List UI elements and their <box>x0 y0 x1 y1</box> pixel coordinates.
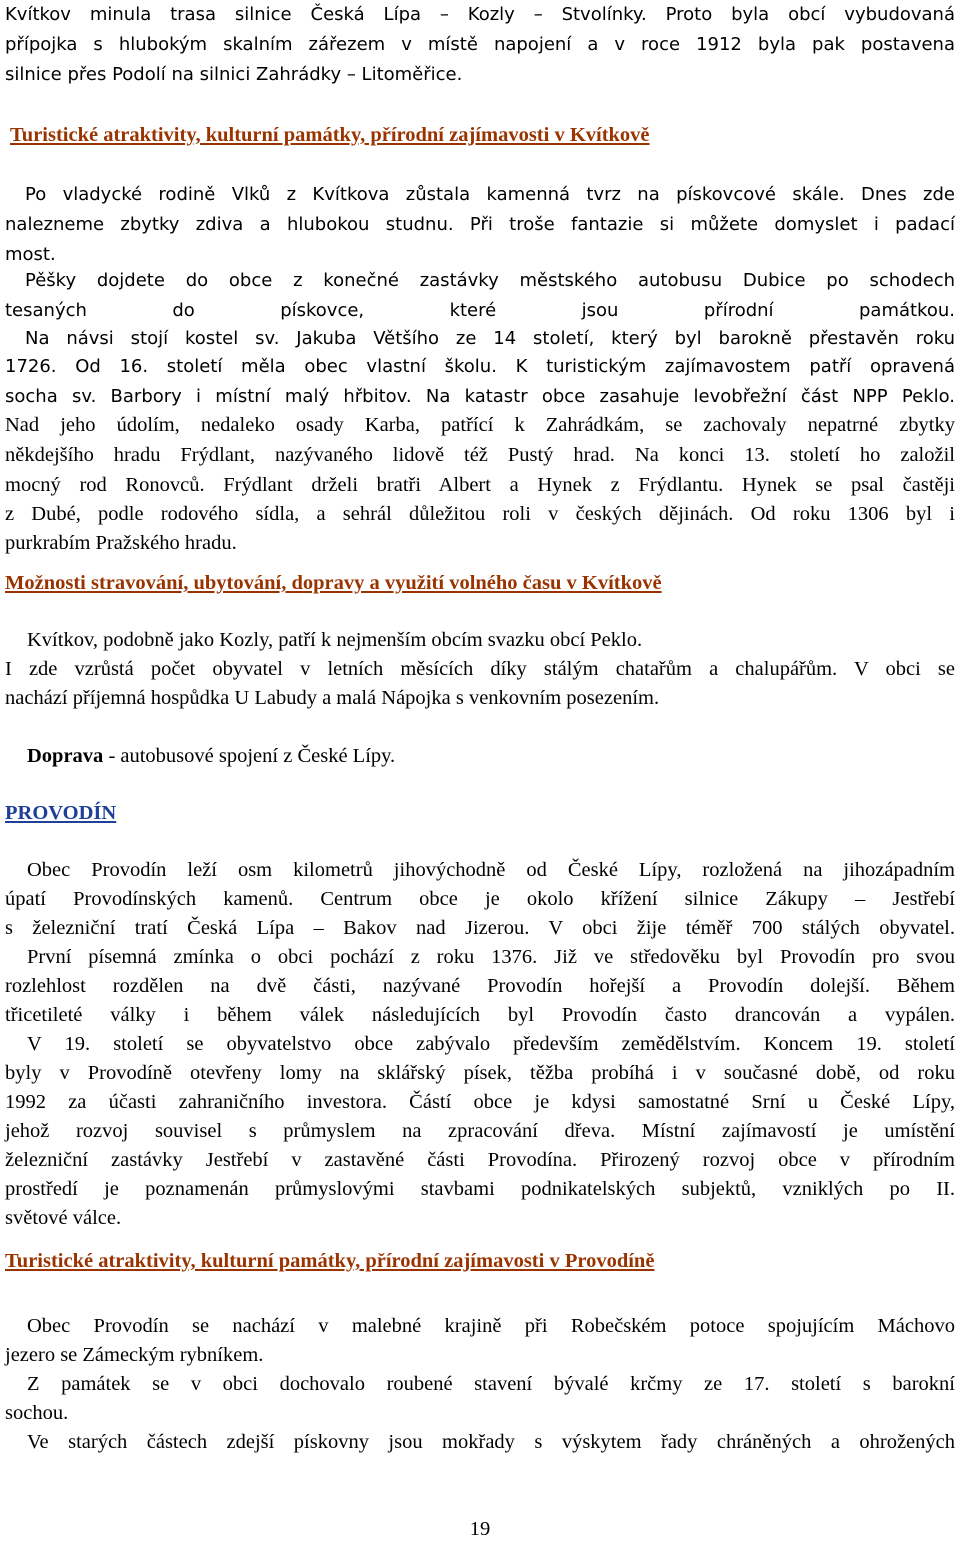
transport-line <box>5 741 960 771</box>
document-page <box>5 0 955 1544</box>
kvitkov-attractions-line-5: tesaných do pískovce, které jsou přírodní památkou. <box>5 300 955 321</box>
provodin-line-11: železniční zastávky Jestřebí v zastavěné části Provodína. Přirozený rozvoj obce v přírodním <box>5 1149 955 1171</box>
kvitkov-attractions-line-9: Nad jeho údolím, nedaleko osady Karba, patřící k Zahrádkám, se zachovaly nepatrné zbytky <box>5 414 955 436</box>
provodin-line-10: jehož rozvoj souvisel s průmyslem na zpracování dřeva. Místní zajímavostí je umístění <box>5 1120 955 1142</box>
provodin-attractions-line-5: Ve starých částech zdejší pískovny jsou mokřady s výskytem řady chráněných a ohrožených <box>27 1431 955 1453</box>
intro-line-3: silnice přes Podolí na silnici Zahrádky – Litoměřice. <box>5 64 463 85</box>
provodin-line-5: rozlehlost rozdělen na dvě části, nazývané Provodín hořejší a Provodín dolejší. Během <box>5 975 955 997</box>
kvitkov-services-heading: Možnosti stravování, ubytování, dopravy a využití volného času v Kvítkově <box>5 572 662 594</box>
transport-text: - autobusové spojení z České Lípy. <box>103 745 396 767</box>
provodin-line-1: Obec Provodín leží osm kilometrů jihovýchodně od České Lípy, rozložená na jihozápadním <box>27 859 955 881</box>
kvitkov-services-line-3: nachází příjemná hospůdka U Labudy a malá Nápojka s venkovním posezením. <box>5 687 660 709</box>
provodin-heading: PROVODÍN <box>5 802 117 824</box>
kvitkov-services-line-1: Kvítkov, podobně jako Kozly, patří k nejmenším obcím svazku obcí Peklo. <box>27 629 643 651</box>
kvitkov-attractions-line-7: 1726. Od 16. století měla obec vlastní školu. K turistickým zajímavostem patří opravená <box>5 356 955 377</box>
kvitkov-attractions-line-1: Po vladycké rodině Vlků z Kvítkova zůstala kamenná tvrz na pískovcové skále. Dnes zde <box>25 184 955 205</box>
transport-label: Doprava <box>27 745 104 767</box>
provodin-line-4: První písemná zmínka o obci pochází z roku 1376. Již ve středověku byl Provodín pro svou <box>27 946 955 968</box>
kvitkov-attractions-line-6: Na návsi stojí kostel sv. Jakuba Většího ze 14 století, který byl barokně přestavěn roku <box>25 328 955 349</box>
page-number: 19 <box>469 1518 491 1540</box>
provodin-line-12: prostředí je poznamenán průmyslovými stavbami podnikatelských subjektů, vzniklých po II. <box>5 1178 955 1200</box>
provodin-line-2: úpatí Provodínských kamenů. Centrum obce je okolo křížení silnice Zákupy – Jestřebí <box>5 888 955 910</box>
provodin-line-6: třicetileté války i během válek následujících byl Provodín často drancován a vypálen. <box>5 1004 955 1026</box>
provodin-line-9: 1992 za účasti zahraničního investora. Částí obce je kdysi samostatné Srní u České Lípy, <box>5 1091 955 1113</box>
kvitkov-attractions-line-3: most. <box>5 244 56 265</box>
provodin-attractions-line-2: jezero se Zámeckým rybníkem. <box>5 1344 264 1366</box>
kvitkov-attractions-line-11: mocný rod Ronovců. Frýdlant drželi bratři Albert a Hynek z Frýdlantu. Hynek se psal častěji <box>5 474 955 496</box>
intro-line-1: Kvítkov minula trasa silnice Česká Lípa – Kozly – Stvolínky. Proto byla obcí vybudovaná <box>5 4 955 25</box>
provodin-line-13: světové válce. <box>5 1207 122 1229</box>
provodin-attractions-heading: Turistické atraktivity, kulturní památky, přírodní zajímavosti v Provodíně <box>5 1250 655 1272</box>
provodin-attractions-line-1: Obec Provodín se nachází v malebné krajině při Robečském potoce spojujícím Máchovo <box>27 1315 955 1337</box>
provodin-line-8: byly v Provodíně otevřeny lomy na sklářský písek, těžba probíhá i v současné době, od roku <box>5 1062 955 1084</box>
kvitkov-attractions-line-10: někdejšího hradu Frýdlant, nazývaného lidově též Pustý hrad. Na konci 13. století ho založil <box>5 444 955 466</box>
kvitkov-attractions-line-12: z Dubé, podle rodového sídla, a sehrál důležitou roli v českých dějinách. Od roku 1306 byl i <box>5 503 955 525</box>
kvitkov-attractions-line-2: nalezneme zbytky zdiva a hlubokou studnu. Při troše fantazie si můžete domyslet i padací <box>5 214 955 235</box>
provodin-line-7: V 19. století se obyvatelstvo obce zabývalo především zemědělstvím. Koncem 19. století <box>27 1033 955 1055</box>
kvitkov-attractions-line-13: purkrabím Pražského hradu. <box>5 532 237 554</box>
intro-line-2: přípojka s hlubokým skalním zářezem v místě napojení a v roce 1912 byla pak postavena <box>5 34 955 55</box>
kvitkov-attractions-line-8: socha sv. Barbory i místní malý hřbitov. Na katastr obce zasahuje levobřežní část NPP Peklo. <box>5 386 955 407</box>
kvitkov-attractions-line-4: Pěšky dojdete do obce z konečné zastávky městského autobusu Dubice po schodech <box>25 270 955 291</box>
kvitkov-services-line-2: I zde vzrůstá počet obyvatel v letních měsících díky stálým chatařům a chalupářům. V obci se <box>5 658 955 680</box>
provodin-line-3: s železniční tratí Česká Lípa – Bakov nad Jizerou. V obci žije téměř 700 stálých obyvatel. <box>5 917 955 939</box>
provodin-attractions-line-4: sochou. <box>5 1402 69 1424</box>
provodin-attractions-line-3: Z památek se v obci dochovalo roubené stavení bývalé krčmy ze 17. století s barokní <box>27 1373 955 1395</box>
kvitkov-attractions-heading: Turistické atraktivity, kulturní památky, přírodní zajímavosti v Kvítkově <box>10 124 650 146</box>
